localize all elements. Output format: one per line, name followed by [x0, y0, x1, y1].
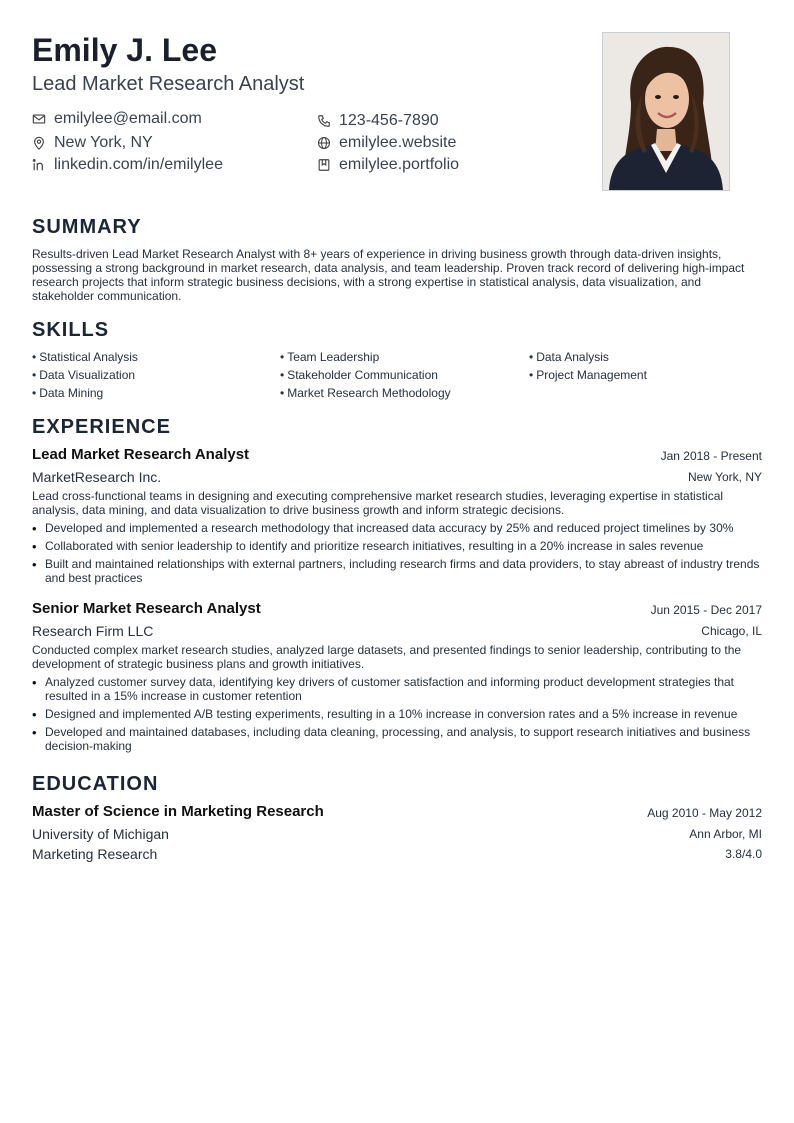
location-text: New York, NY: [54, 134, 153, 151]
education-dates: Aug 2010 - May 2012: [647, 806, 762, 820]
contact-portfolio[interactable]: [317, 154, 459, 176]
contact-website[interactable]: [317, 132, 456, 154]
experience-heading: EXPERIENCE: [32, 416, 171, 438]
envelope-icon: [32, 112, 46, 126]
job-bullets: [32, 521, 762, 589]
job-dates: Jun 2015 - Dec 2017: [650, 603, 762, 617]
contact-linkedin[interactable]: [32, 154, 223, 176]
skill-item: • Stakeholder Communication: [280, 368, 438, 382]
profile-photo: [602, 32, 730, 191]
email-text: emilylee@email.com: [54, 110, 202, 127]
portfolio-text: emilylee.portfolio: [339, 156, 460, 173]
contact-phone[interactable]: [317, 110, 439, 132]
skill-item: • Team Leadership: [280, 350, 380, 364]
list-item: • Collaborated with senior leadership to identify and prioritize research initiatives, resulting in a 20% increase in sales revenue: [32, 539, 762, 553]
skill-item: • Data Visualization: [32, 368, 136, 382]
skill-item: • Project Management: [529, 368, 647, 382]
linkedin-icon: [32, 158, 46, 172]
list-item: • Designed and implemented A/B testing experiments, resulting in a 10% increase in conversion rates and a 5% increase in revenue: [32, 707, 762, 721]
degree-title: Master of Science in Marketing Research: [32, 803, 324, 820]
job-description: Lead cross-functional teams in designing and executing comprehensive market research studies, leveraging expertise in statistical analysis, data mining, and data visualization to drive business growth and inform strategic decisions.: [32, 489, 724, 517]
phone-icon: [317, 114, 331, 128]
bookmark-icon: [317, 158, 331, 172]
contact-email[interactable]: [32, 108, 202, 130]
summary-heading: SUMMARY: [32, 216, 142, 238]
job-location: Chicago, IL: [701, 624, 762, 638]
gpa: 3.8/4.0: [725, 847, 762, 861]
job-bullets: [32, 675, 762, 757]
job-title: Lead Market Research Analyst: [32, 446, 250, 463]
map-pin-icon: [32, 136, 46, 150]
job-description: Conducted complex market research studies, analyzed large datasets, and presented findings to senior leadership, contributing to the development of strategic business plans and growth initiatives.: [32, 643, 742, 671]
job-dates: Jan 2018 - Present: [660, 449, 762, 463]
skill-item: • Data Analysis: [529, 350, 609, 364]
field-of-study: Marketing Research: [32, 846, 158, 862]
skill-item: • Market Research Methodology: [280, 386, 451, 400]
candidate-title: Lead Market Research Analyst: [32, 73, 305, 95]
school-name: University of Michigan: [32, 826, 169, 842]
education-heading: EDUCATION: [32, 773, 159, 795]
skill-item: • Statistical Analysis: [32, 350, 138, 364]
job-company: MarketResearch Inc.: [32, 469, 162, 485]
candidate-name: Emily J. Lee: [32, 32, 217, 68]
globe-icon: [317, 136, 331, 150]
job-location: New York, NY: [687, 470, 762, 484]
website-text: emilylee.website: [339, 134, 457, 151]
linkedin-text: linkedin.com/in/emilylee: [54, 156, 223, 173]
list-item: • Developed and maintained databases, including data cleaning, processing, and analysis, to support research initiatives and business decision-making: [32, 725, 762, 753]
school-location: Ann Arbor, MI: [689, 827, 762, 841]
list-item: • Analyzed customer survey data, identifying key drivers of customer satisfaction and informing product development strategies that resulted in a 15% increase in customer retention: [32, 675, 762, 703]
skill-item: • Data Mining: [32, 386, 104, 400]
job-company: Research Firm LLC: [32, 623, 154, 639]
contact-location: [32, 132, 153, 154]
job-title: Senior Market Research Analyst: [32, 600, 261, 617]
list-item: • Built and maintained relationships with external partners, including research firms and data providers, to stay abreast of industry trends and best practices: [32, 557, 762, 585]
summary-text: Results-driven Lead Market Research Analyst with 8+ years of experience in driving business growth through data-driven insights, possessing a strong background in market research, data analysis, and team leadership. Proven track record of delivering high-impact research projects that inform strategic business decisions, with a strong expertise in statistical analysis, data visualization, and stakeholder communication.: [32, 247, 745, 303]
skills-heading: SKILLS: [32, 319, 110, 341]
list-item: • Developed and implemented a research methodology that increased data accuracy by 25% and reduced project timelines by 30%: [32, 521, 762, 535]
phone-text: 123-456-7890: [339, 112, 439, 129]
